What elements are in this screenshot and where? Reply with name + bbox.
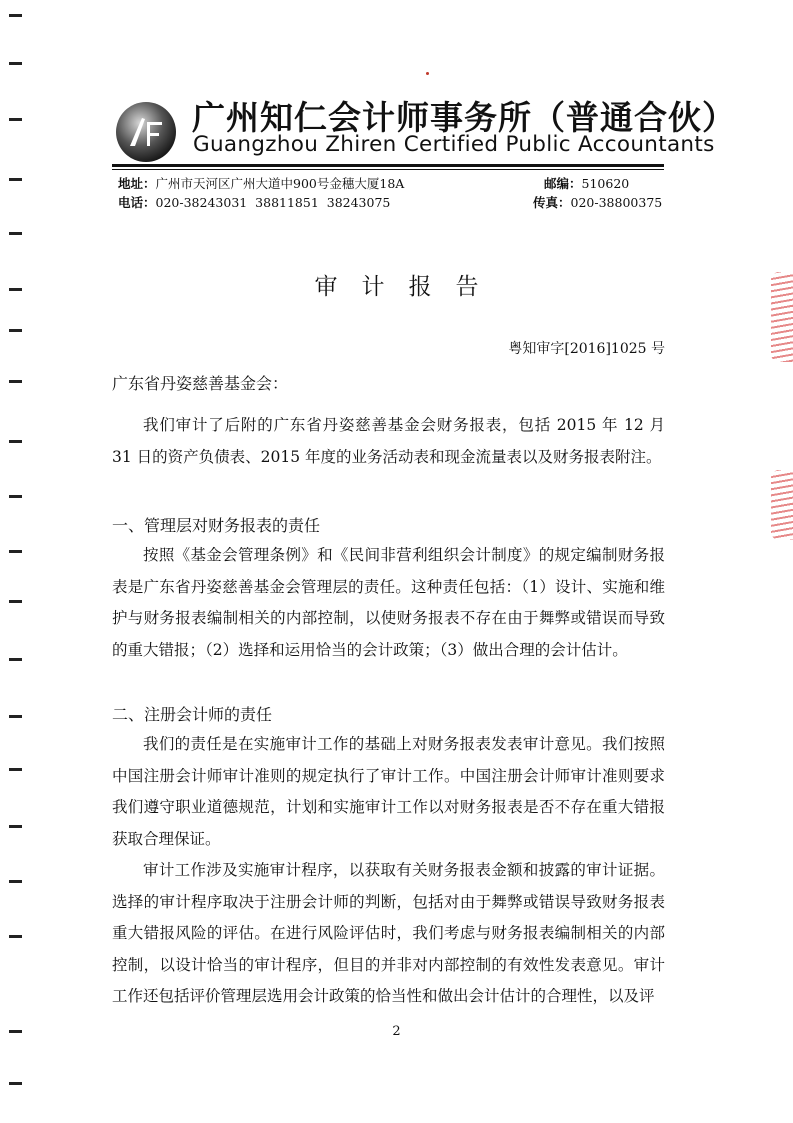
- postcode-line: [544, 174, 629, 192]
- reference-number: 粤知审字[2016]1025 号: [508, 341, 665, 357]
- fax-line: [533, 193, 662, 211]
- binding-mark: [9, 768, 22, 771]
- binding-mark: [9, 118, 22, 121]
- firm-name-en: Guangzhou Zhiren Certified Public Accountants: [193, 132, 715, 157]
- binding-mark: [9, 14, 22, 17]
- address-label: 地址：: [118, 176, 156, 191]
- binding-mark: [9, 329, 22, 332]
- audit-procedures-paragraph: 审计工作涉及实施审计程序，以获取有关财务报表金额和披露的审计证据。选择的审计程序取决于注册会计师的判断，包括对由于舞弊或错误导致财务报表重大错报风险的评估。在进行风险评估时，我们考虑与财务报表编制相关的内部控制，以设计恰当的审计程序，但目的并非对内部控制的有效性发表意见。审计工作还包括评价管理层选用会计政策的恰当性和做出会计估计的合理性，以及评: [112, 861, 665, 1005]
- binding-mark: [9, 380, 22, 383]
- ink-dot: [426, 72, 429, 75]
- phone-line: [118, 193, 390, 211]
- binding-mark: [9, 825, 22, 828]
- binding-mark: [9, 880, 22, 883]
- intro-paragraph: 我们审计了后附的广东省丹姿慈善基金会财务报表，包括 2015 年 12 月 31 日的资产负债表、2015 年度的业务活动表和现金流量表以及财务报表附注。: [112, 416, 665, 466]
- postcode-label: 邮编：: [544, 176, 582, 191]
- fax-value: 020-38800375: [570, 195, 663, 210]
- binding-mark: [9, 232, 22, 235]
- auditor-responsibility-paragraph: 我们的责任是在实施审计工作的基础上对财务报表发表审计意见。我们按照中国注册会计师审计准则的规定执行了审计工作。中国注册会计师审计准则要求我们遵守职业道德规范，计划和实施审计工作以对财务报表是否不存在重大错报获取合理保证。: [112, 735, 665, 848]
- addressee: 广东省丹姿慈善基金会：: [112, 374, 289, 393]
- management-responsibility-paragraph: 按照《基金会管理条例》和《民间非营利组织会计制度》的规定编制财务报表是广东省丹姿慈善基金会管理层的责任。这种责任包括：（1）设计、实施和维护与财务报表编制相关的内部控制，以使财务报表不存在由于舞弊或错误而导致的重大错报；（2）选择和运用恰当的会计政策；（3）做出合理的会计估计。: [112, 546, 665, 659]
- letterhead-divider: [112, 169, 664, 170]
- section-heading-auditor: 二、注册会计师的责任: [112, 705, 273, 724]
- report-title: 审计报告: [314, 274, 503, 300]
- binding-mark: [9, 600, 22, 603]
- binding-mark: [9, 495, 22, 498]
- address-value: 广州市天河区广州大道中900号金穗大厦18A: [155, 176, 405, 191]
- binding-mark: [9, 178, 22, 181]
- phone-label: 电话：: [118, 195, 156, 210]
- binding-mark: [9, 550, 22, 553]
- address-line: [118, 174, 404, 192]
- seal-stamp-edge: [771, 470, 793, 540]
- letterhead-divider: [112, 164, 664, 167]
- page-number: 2: [392, 1024, 401, 1039]
- section-heading-management: 一、管理层对财务报表的责任: [112, 516, 321, 535]
- firm-logo-icon: [114, 100, 178, 164]
- binding-mark: [9, 1082, 22, 1085]
- postcode-value: 510620: [581, 176, 630, 191]
- binding-mark: [9, 440, 22, 443]
- fax-label: 传真：: [533, 195, 571, 210]
- binding-mark: [9, 658, 22, 661]
- binding-mark: [9, 715, 22, 718]
- phone-value: 020-38243031 38811851 38243075: [155, 195, 391, 210]
- binding-mark: [9, 62, 22, 65]
- firm-name-cn: 广州知仁会计师事务所（普通合伙）: [192, 98, 736, 137]
- binding-mark: [9, 935, 22, 938]
